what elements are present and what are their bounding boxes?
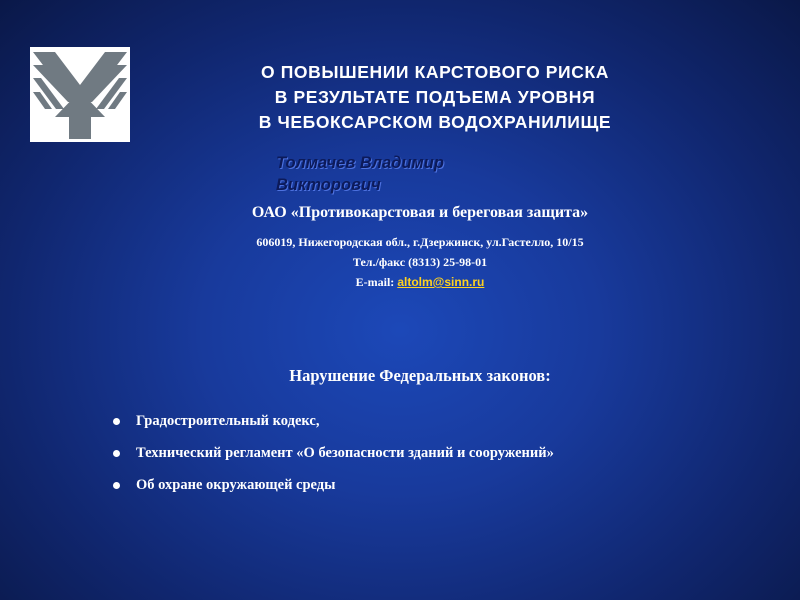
author-line: Викторович [276, 176, 381, 194]
email-label: E-mail: [355, 275, 398, 289]
company-logo-icon [30, 47, 130, 142]
phone-text: Тел./факс (8313) 25-98-01 [352, 255, 488, 269]
presentation-title [150, 60, 720, 135]
author-name [276, 152, 506, 196]
list-item [108, 437, 768, 469]
title-line: О ПОВЫШЕНИИ КАРСТОВОГО РИСКА [261, 62, 609, 82]
email-line [150, 272, 690, 292]
bullet-icon [113, 418, 120, 425]
title-line: В ЧЕБОКСАРСКОМ ВОДОХРАНИЛИЩЕ [258, 112, 612, 132]
contact-info [150, 232, 690, 292]
email-link[interactable]: altolm@sinn.ru [397, 275, 485, 289]
author-line: Толмачев Владимир [276, 154, 444, 172]
organization-name: ОАО «Противокарстовая и береговая защита» [251, 204, 589, 221]
list-item [108, 469, 768, 501]
address-text: 606019, Нижегородская обл., г.Дзержинск, ул.Гастелло, 10/15 [256, 235, 584, 249]
bullet-icon [113, 482, 120, 489]
company-logo [30, 47, 130, 142]
list-item [108, 405, 768, 437]
laws-heading: Нарушение Федеральных законов: [289, 366, 551, 385]
title-line: В РЕЗУЛЬТАТЕ ПОДЪЕМА УРОВНЯ [274, 87, 596, 107]
law-text: Технический регламент «О безопасности зданий и сооружений» [136, 444, 554, 461]
laws-list [108, 405, 768, 501]
law-text: Градостроительный кодекс, [136, 412, 320, 429]
law-text: Об охране окружающей среды [136, 476, 336, 493]
bullet-icon [113, 450, 120, 457]
